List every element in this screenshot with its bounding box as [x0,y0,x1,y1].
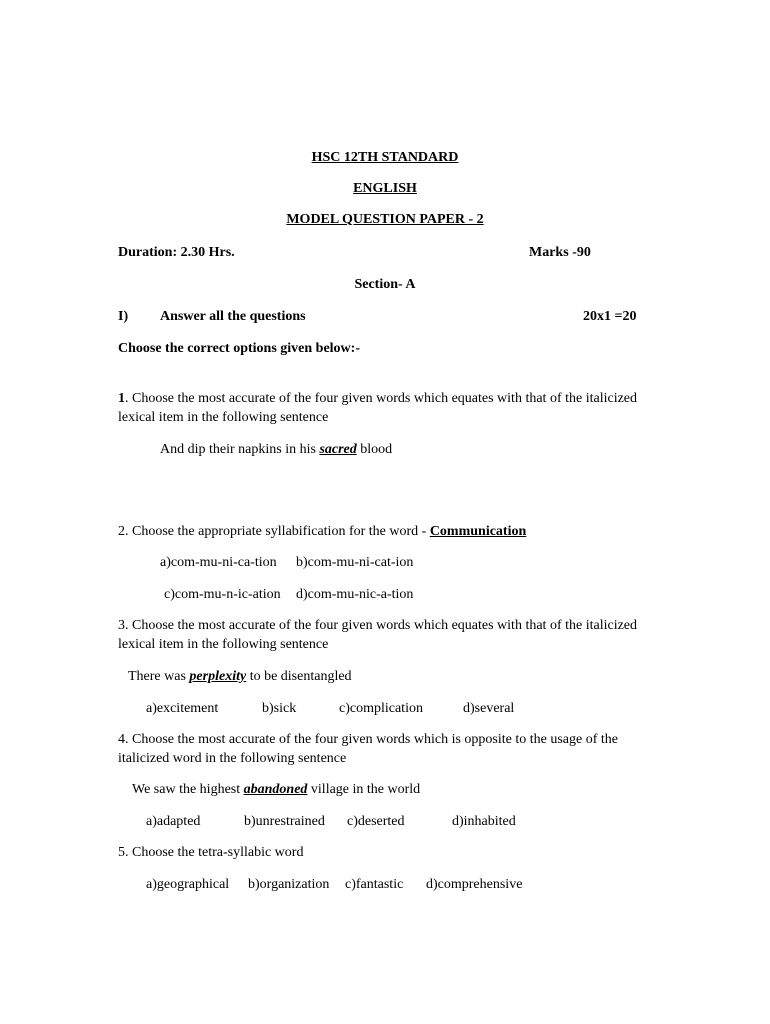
question-2-text: 2. Choose the appropriate syllabification for the word - Communication [118,524,527,539]
question-2-option-d: d)com-mu-nic-a-tion [296,587,414,602]
question-3-option-b: b)sick [262,701,297,716]
question-5-option-d: d)comprehensive [426,877,523,892]
question-2-option-c: c)com-mu-n-ic-ation [164,587,281,602]
question-1-keyword: sacred [319,442,357,457]
question-1-text: 1. Choose the most accurate of the four given words which equates with that of the italicized [118,391,638,406]
total-marks: Marks -90 [529,245,591,260]
question-4-text-cont: italicized word in the following sentence [118,751,347,766]
question-4-option-a: a)adapted [146,814,201,829]
question-4-option-c: c)deserted [347,814,405,829]
question-4-option-b: b)unrestrained [244,814,325,829]
part-number: I) [118,309,129,324]
question-2-keyword: Communication [429,524,527,539]
paper-name: MODEL QUESTION PAPER - 2 [286,212,484,227]
question-3-sentence: There was perplexity to be disentangled [128,669,352,684]
question-1-number: 1 [118,391,125,406]
section-heading: Section- A [354,277,416,292]
sub-instruction: Choose the correct options given below:- [118,341,360,356]
part-instruction: Answer all the questions [160,309,306,324]
question-5-option-b: b)organization [248,877,330,892]
question-4-sentence: We saw the highest abandoned village in the world [132,782,421,797]
question-3-option-a: a)excitement [146,701,219,716]
question-5-option-c: c)fantastic [345,877,404,892]
question-1-sentence: And dip their napkins in his sacred blood [160,442,393,457]
question-3-option-c: c)complication [339,701,423,716]
question-3-option-d: d)several [463,701,515,716]
question-3-text-cont: lexical item in the following sentence [118,637,329,652]
part-marks: 20x1 =20 [583,309,637,324]
question-5-text: 5. Choose the tetra-syllabic word [118,845,304,860]
question-4-option-d: d)inhabited [452,814,516,829]
duration: Duration: 2.30 Hrs. [118,245,235,260]
question-5-option-a: a)geographical [146,877,230,892]
question-3-keyword: perplexity [189,669,247,684]
question-3-text: 3. Choose the most accurate of the four given words which equates with that of the italicized [118,618,638,633]
paper-title: HSC 12TH STANDARD [311,150,459,165]
question-4-text: 4. Choose the most accurate of the four given words which is opposite to the usage of the [118,732,618,747]
subject-title: ENGLISH [353,181,417,196]
question-4-keyword: abandoned [243,782,308,797]
question-2-option-b: b)com-mu-ni-cat-ion [296,555,414,570]
question-2-option-a: a)com-mu-ni-ca-tion [160,555,277,570]
question-1-text-cont: lexical item in the following sentence [118,410,329,425]
